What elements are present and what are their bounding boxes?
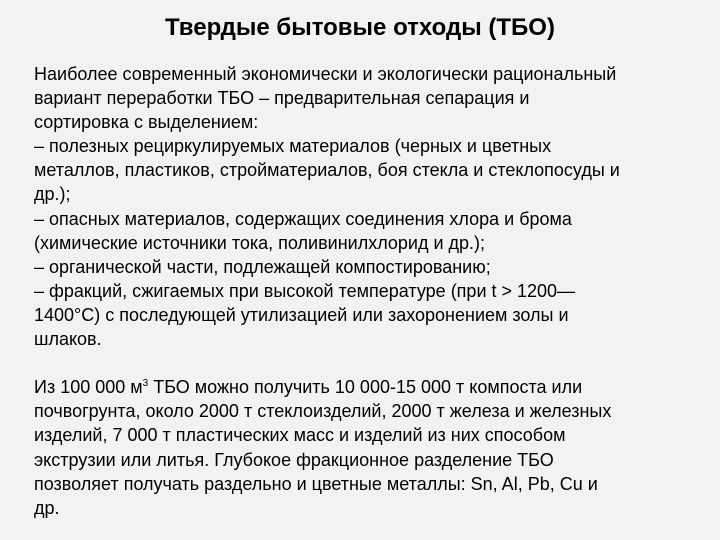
- text-line: шлаков.: [34, 329, 102, 350]
- text-line: вариант переработки ТБО – предварительная сепарация и: [34, 88, 530, 109]
- text-line: 1400°С) с последующей утилизацией или захоронением золы и: [34, 304, 569, 325]
- text-line: изделий, 7 000 т пластических масс и изделий из них способом: [34, 425, 566, 446]
- paragraph-sorting: [34, 62, 694, 351]
- text-line: др.: [34, 497, 60, 518]
- text-segment: Из 100 000 м: [34, 377, 143, 398]
- text-line: др.);: [34, 184, 71, 205]
- list-item-combustible: – фракций, сжигаемых при высокой температуре (при t > 1200—: [34, 280, 576, 301]
- text-line: металлов, пластиков, стройматериалов, боя стекла и стеклопосуды и: [34, 160, 620, 181]
- text-line: (химические источники тока, поливинилхлорид и др.);: [34, 232, 486, 253]
- slide-body: [34, 62, 694, 520]
- list-item-hazardous: – опасных материалов, содержащих соединения хлора и брома: [34, 208, 572, 229]
- list-item-organic: – органической части, подлежащей компостированию;: [34, 256, 491, 277]
- text-segment: ТБО можно получить 10 000-15 000 т компоста или: [148, 377, 583, 398]
- text-line: Наиболее современный экономически и экологически рациональный: [34, 64, 617, 84]
- paragraph-spacer: [34, 351, 694, 375]
- text-line: позволяет получать раздельно и цветные металлы: Sn, Al, Pb, Cu и: [34, 473, 598, 494]
- slide-title: Твердые бытовые отходы (ТБО): [165, 14, 555, 41]
- text-line: [34, 375, 694, 399]
- superscript-unit: 3: [142, 378, 149, 390]
- text-line: почвогрунта, около 2000 т стеклоизделий, 2000 т железа и железных: [34, 401, 612, 422]
- text-line: сортировка с выделением:: [34, 112, 259, 133]
- paragraph-yield: [34, 375, 694, 520]
- list-item-recyclables: – полезных рециркулируемых материалов (черных и цветных: [34, 136, 552, 157]
- text-line: экструзии или литья. Глубокое фракционное разделение ТБО: [34, 449, 554, 470]
